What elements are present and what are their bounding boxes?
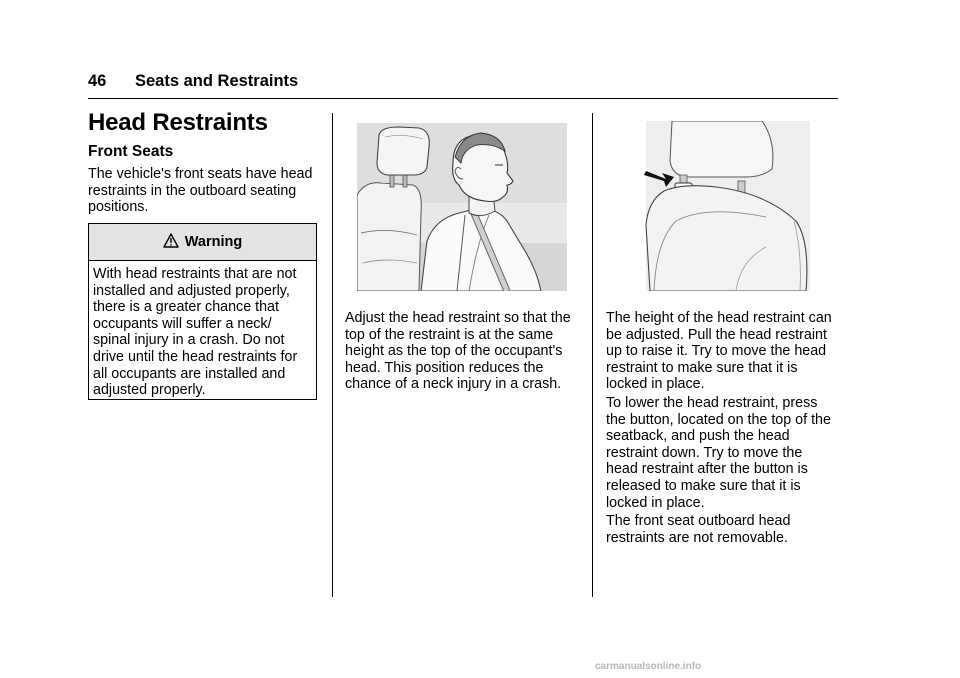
text-line: The height of the head restraint can	[606, 310, 832, 326]
text-line: height as the top of the occupant's	[345, 343, 563, 360]
right-paragraph-removable	[606, 513, 846, 546]
text-line: installed and adjusted properly,	[93, 282, 290, 299]
text-line: restraint to make sure that it is	[606, 359, 798, 376]
intro-paragraph	[88, 166, 328, 216]
text-line: up to raise it. Try to move the head	[606, 343, 827, 360]
text-line: top of the restraint is at the same	[345, 326, 554, 343]
page-header-title: Seats and Restraints	[135, 72, 299, 90]
section-title: Head Restraints	[88, 109, 268, 136]
text-line: seatback, and push the head	[606, 428, 790, 445]
text-line: head restraint after the button is	[606, 461, 808, 478]
text-line: With head restraints that are not	[93, 266, 297, 282]
header-rule	[88, 98, 838, 99]
text-line: the button, located on the top of the	[606, 411, 831, 428]
warning-box	[88, 223, 317, 400]
column-divider-right	[592, 113, 593, 597]
text-line: spinal injury in a crash. Do not	[93, 332, 285, 349]
text-line: head. This position reduces the	[345, 359, 544, 376]
text-line: occupants will suffer a neck/	[93, 315, 272, 332]
text-line: all occupants are installed and	[93, 365, 286, 382]
middle-paragraph	[345, 310, 585, 393]
text-line: locked in place.	[606, 494, 705, 511]
head-restraint-button-illustration	[616, 121, 810, 291]
text-line: The vehicle's front seats have head	[88, 166, 313, 182]
text-line: locked in place.	[606, 376, 705, 393]
text-line: restraints in the outboard seating	[88, 182, 297, 199]
watermark: carmanualsonline.info	[595, 661, 702, 672]
text-line: To lower the head restraint, press	[606, 395, 818, 411]
text-line: released to make sure that it is	[606, 477, 801, 494]
warning-header	[89, 224, 316, 261]
subsection-title: Front Seats	[88, 143, 174, 160]
text-line: there is a greater chance that	[93, 299, 279, 316]
text-line: adjusted properly.	[93, 382, 206, 399]
right-paragraph-adjust	[606, 310, 846, 393]
text-line: be adjusted. Pull the head restraint	[606, 326, 827, 343]
page-header-number: 46	[88, 72, 107, 90]
column-divider-left	[332, 113, 333, 597]
text-line: The front seat outboard head	[606, 513, 791, 529]
warning-label: Warning	[184, 234, 243, 250]
text-line: restraints are not removable.	[606, 529, 788, 546]
text-line: positions.	[88, 199, 149, 216]
text-line: chance of a neck injury in a crash.	[345, 376, 562, 393]
text-line: restraint down. Try to move the	[606, 444, 803, 461]
warning-triangle-icon	[163, 233, 179, 252]
occupant-head-restraint-illustration	[357, 123, 567, 291]
warning-text	[93, 266, 315, 399]
text-line: Adjust the head restraint so that the	[345, 310, 571, 326]
text-line: drive until the head restraints for	[93, 348, 298, 365]
right-paragraph-lower	[606, 395, 846, 511]
